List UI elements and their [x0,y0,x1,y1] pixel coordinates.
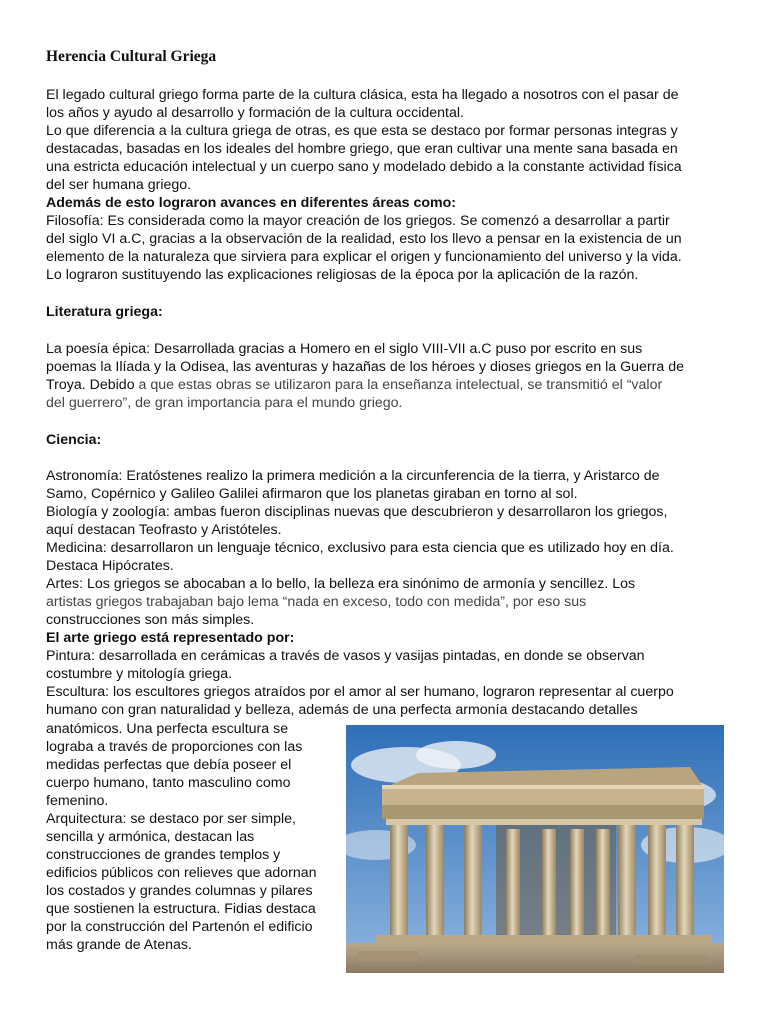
intro-line: El legado cultural griego forma parte de la cultura clásica, esta ha llegado a nosotros con el pasar de [46,87,679,103]
columns [390,825,694,937]
column-line: femenino. [46,793,109,809]
column-line: más grande de Atenas. [46,937,192,953]
literature-line-light: a que estas obras se utilizaron para la enseñanza intelectual, se transmitió el “valor [134,377,663,393]
intro-line: una estricta educación intelectual y un cuerpo sano y modelado debido a la constante actividad física [46,159,682,175]
column-line: sencilla y armónica, destacan las [46,829,255,845]
column-line: cuerpo humano, tanto masculino como [46,775,291,791]
intro-line: los años y ayudo al desarrollo y formación de la cultura occidental. [46,105,464,121]
literature-line: La poesía épica: Desarrollada gracias a Homero en el siglo VIII-VII a.C puso por escrito en sus [46,341,643,357]
philosophy-line: Lo lograron sustituyendo las explicaciones religiosas de la época por la aplicación de la razón. [46,267,639,283]
philosophy-line: Filosofía: Es considerada como la mayor creación de los griegos. Se comenzó a desarrollar a partir [46,213,670,229]
art-line: humano con gran naturalidad y belleza, además de una perfecta armonía destacando detalles [46,702,638,718]
science-line: Destaca Hipócrates. [46,558,174,574]
column-line: lograba a través de proporciones con las [46,739,303,755]
column-line: los costados y grandes columnas y pilares [46,883,313,899]
parthenon-illustration [346,725,724,973]
art-heading: El arte griego está representado por: [46,630,295,646]
intro-line: destacadas, basadas en los ideales del hombre griego, que eran cultivar una mente sana basada en [46,141,678,157]
art-line: costumbre y mitología griega. [46,666,233,682]
column-line: anatómicos. Una perfecta escultura se [46,721,289,737]
arts-line: artistas griegos trabajaban bajo lema “nada en exceso, todo con medida”, por eso sus [46,594,587,610]
column-line: Arquitectura: se destaco por ser simple, [46,811,296,827]
intro-line: del ser humana griego. [46,177,192,193]
philosophy-line: del siglo VI a.C, gracias a la observación de la realidad, esto los llevo a pensar en la existencia de un [46,231,682,247]
intro-line: Lo que diferencia a la cultura griega de otras, es que esta se destaco por formar personas integras y [46,123,678,139]
literature-heading: Literatura griega: [46,304,163,320]
document-title: Herencia Cultural Griega [46,48,217,65]
science-line: Samo, Copérnico y Galileo Galilei afirmaron que los planetas giraban en torno al sol. [46,486,578,502]
literature-line: poemas la Ilíada y la Odisea, las aventuras y hazañas de los héroes y dioses griegos en la Guerra de [46,359,685,375]
literature-line-dark: Troya. Debido [46,377,135,393]
science-line: Astronomía: Eratóstenes realizo la primera medición a la circunferencia de la tierra, y Aristarco de [46,468,660,484]
arts-line: construcciones son más simples. [46,612,255,628]
science-heading: Ciencia: [46,432,102,448]
column-line: medidas perfectas que debía poseer el [46,757,292,773]
art-line: Escultura: los escultores griegos atraídos por el amor al ser humano, lograron representar al cuerpo [46,684,674,700]
science-line: Medicina: desarrollaron un lenguaje técnico, exclusivo para esta ciencia que es utilizado hoy en día. [46,540,674,556]
column-line: edificios públicos con relieves que adornan [46,865,317,881]
advances-heading: Además de esto lograron avances en diferentes áreas como: [46,195,457,211]
science-line: Artes: Los griegos se abocaban a lo bello, la belleza era sinónimo de armonía y sencillez. Los [46,576,636,592]
parthenon-photo [346,725,724,973]
science-line: aquí destacan Teofrasto y Aristóteles. [46,522,282,538]
art-line: Pintura: desarrollada en cerámicas a través de vasos y vasijas pintadas, en donde se observan [46,648,645,664]
science-line: Biología y zoología: ambas fueron disciplinas nuevas que descubrieron y desarrollaron los griegos, [46,504,668,520]
column-line: construcciones de grandes templos y [46,847,281,863]
literature-line [46,376,726,394]
philosophy-line: elemento de la naturaleza que sirviera para explicar el origen y funcionamiento del universo y la vida. [46,249,682,265]
column-line: que sostienen la estructura. Fidias destaca [46,901,316,917]
column-line: por la construcción del Partenón el edificio [46,919,313,935]
literature-line: del guerrero”, de gran importancia para el mundo griego. [46,395,403,411]
